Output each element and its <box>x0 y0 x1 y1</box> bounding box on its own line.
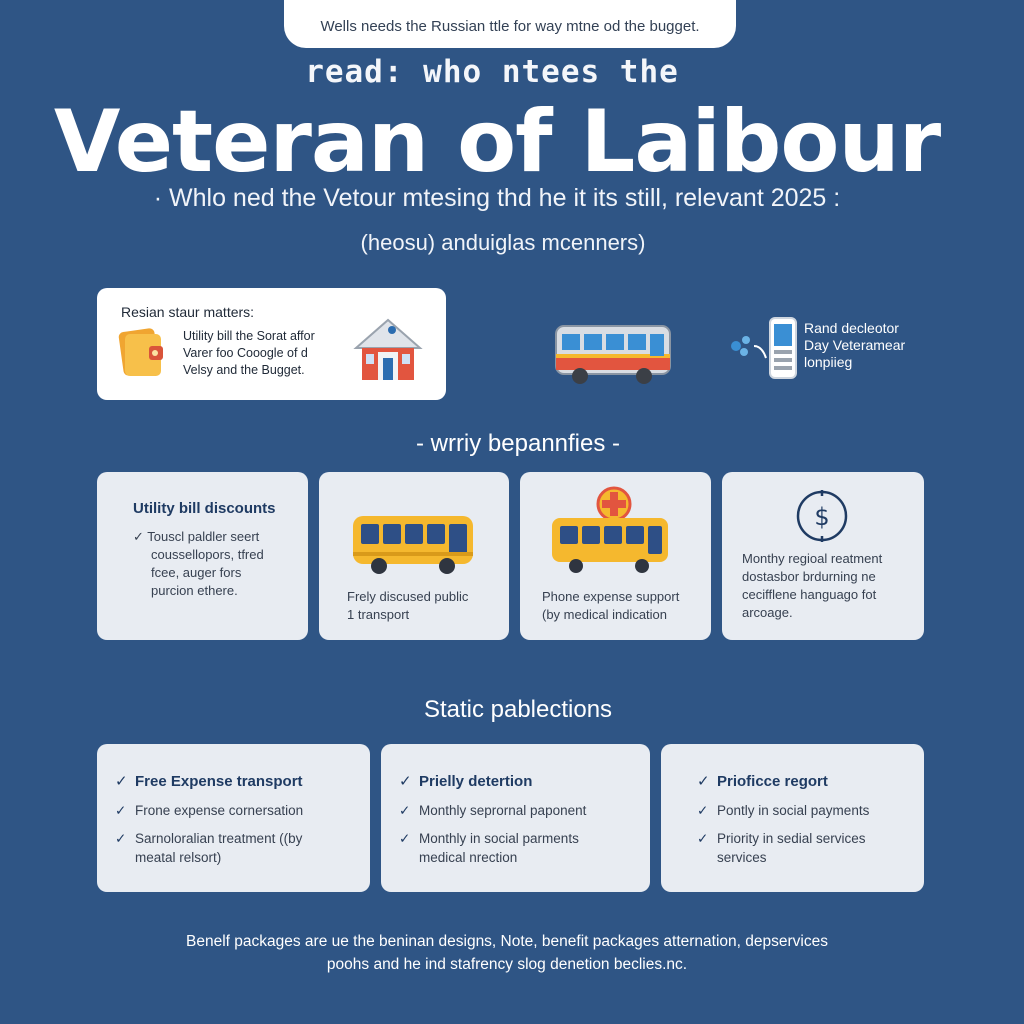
benefit-card-text <box>542 588 702 624</box>
info-card-text <box>183 328 353 379</box>
static-card-row-text: Pontly in social payments <box>717 803 870 818</box>
benefit-card-text <box>347 588 497 624</box>
static-card-row-text: services <box>717 850 767 865</box>
check-icon: ✓ <box>697 773 710 790</box>
benefit-card-line: ✓ Touscl paldler seert <box>133 529 260 544</box>
static-card-row-text: Frone expense cornersation <box>135 803 304 818</box>
info-card-line: Utility bill the Sorat affor <box>183 329 315 343</box>
benefit-card-transport <box>319 472 509 640</box>
check-icon: ✓ <box>115 773 128 790</box>
benefit-card-line: Monthy regioal reatment <box>742 551 883 566</box>
house-icon <box>352 316 424 389</box>
static-card-row-text: Monthly in social parments <box>419 831 579 846</box>
static-card-row <box>135 848 221 867</box>
static-card-row <box>115 829 303 848</box>
footer-line: Benelf packages are ue the beninan designs, Note, benefit packages atternation, depservices <box>186 933 828 950</box>
bus-icon <box>349 512 479 583</box>
static-card-row <box>697 772 828 791</box>
wallet-icon <box>117 324 169 385</box>
static-heading: Static pablections <box>423 696 613 723</box>
bus-icon <box>552 322 676 393</box>
device-caption-line: Day Veteramear <box>804 337 906 353</box>
check-icon: ✓ <box>115 831 127 846</box>
benefit-card-monthly <box>722 472 924 640</box>
benefit-card-line: Frely discused public <box>347 589 469 604</box>
benefit-card-line: arcoage. <box>742 605 793 620</box>
static-card-row <box>115 772 303 791</box>
static-card-row <box>399 772 533 791</box>
phone-icon <box>726 316 800 385</box>
benefit-card-line: (by medical indication <box>542 607 668 622</box>
device-caption-line: Rand decleotor <box>804 320 899 336</box>
static-card-detention <box>381 744 650 892</box>
header-kicker: read: who ntees the <box>305 54 679 90</box>
info-card-line: Velsy and the Bugget. <box>183 363 305 377</box>
static-card-transport <box>97 744 370 892</box>
static-card-row-text: Sarnoloralian treatment ((by <box>135 831 303 846</box>
page-title: Veteran of Laibour <box>53 92 941 192</box>
info-card-line: Varer foo Cooogle of d <box>183 346 308 360</box>
benefit-card-title: Utility bill discounts <box>133 500 276 517</box>
check-icon: ✓ <box>697 831 709 846</box>
footer-line: poohs and he ind stafrency slog denetion beclies.nc. <box>326 956 688 973</box>
device-caption-line: lonpiieg <box>804 354 853 370</box>
static-card-row <box>697 801 870 820</box>
benefit-card-line: coussellopors, tfred <box>151 547 264 562</box>
benefit-card-line: dostasbor brdurning ne <box>742 569 876 584</box>
benefit-card-line: 1 transport <box>347 607 410 622</box>
footer-note <box>0 930 1014 976</box>
static-card-row <box>697 829 866 848</box>
page-subtitle: · Whlo ned the Vetour mtesing thd he it its still, relevant 2025 : <box>153 184 841 212</box>
static-card-row <box>399 829 579 848</box>
static-card-priority <box>661 744 924 892</box>
static-card-row-text: Priority in sedial services <box>717 831 866 846</box>
benefit-card-phone <box>520 472 711 640</box>
static-card-row-text: meatal relsort) <box>135 850 222 865</box>
benefit-card-text <box>133 528 303 600</box>
static-card-row <box>115 801 304 820</box>
benefit-card-utility <box>97 472 308 640</box>
benefit-card-line: purcion ethere. <box>151 583 238 598</box>
static-card-row-text: Monthly seprornal paponent <box>419 803 587 818</box>
static-card-row <box>717 848 767 867</box>
static-card-row <box>399 801 587 820</box>
benefit-card-line: cecifflene hanguago fot <box>742 587 877 602</box>
check-icon: ✓ <box>697 803 709 818</box>
medical-cross-icon <box>548 486 672 585</box>
benefits-heading: - wrriy bepannfies - <box>415 430 621 457</box>
device-caption <box>804 320 944 371</box>
check-icon: ✓ <box>399 803 411 818</box>
top-banner <box>284 0 736 48</box>
benefit-card-text <box>742 550 918 622</box>
check-icon: ✓ <box>399 773 412 790</box>
dollar-coin-icon <box>794 488 850 549</box>
page-subnote: (heosu) anduiglas mcenners) <box>360 230 646 255</box>
static-card-row-text: medical nrection <box>419 850 518 865</box>
info-card-heading: Resian staur matters: <box>121 304 255 320</box>
static-card-row-text: Prioficce regort <box>717 773 828 790</box>
check-icon: ✓ <box>399 831 411 846</box>
static-card-row <box>419 848 517 867</box>
svg-text:$: $ <box>814 503 830 531</box>
check-icon: ✓ <box>115 803 127 818</box>
benefit-card-line: fcee, auger fors <box>151 565 242 580</box>
static-card-row-text: Free Expense transport <box>135 773 303 790</box>
benefit-card-line: Phone expense support <box>542 589 680 604</box>
static-card-row-text: Prielly detertion <box>419 773 533 790</box>
top-banner-text: Wells needs the Russian ttle for way mtne od the bugget. <box>320 17 700 35</box>
